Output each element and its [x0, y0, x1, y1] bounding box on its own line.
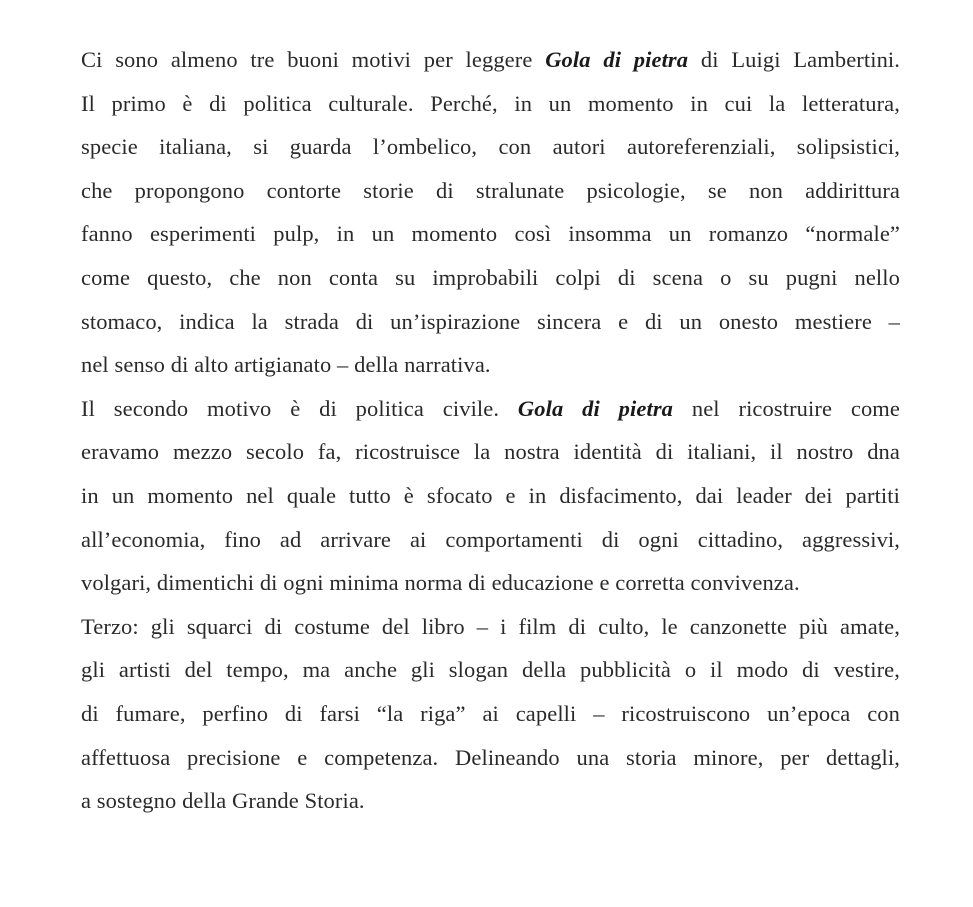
text-line: di fumare, perfino di farsi “la riga” ai capelli – ricostruiscono un’epoca con: [81, 700, 900, 726]
text-segment: nel ricostruire come: [673, 395, 900, 421]
text-line: [81, 38, 900, 82]
text-line: come questo, che non conta su improbabili colpi di scena o su pugni nello: [81, 264, 900, 290]
text-line: stomaco, indica la strada di un’ispirazione sincera e di un onesto mestiere –: [81, 308, 900, 334]
text-line: nel senso di alto artigianato – della narrativa.: [81, 352, 491, 378]
text-line: Terzo: gli squarci di costume del libro – i film di culto, le canzonette più amate,: [81, 613, 900, 639]
text-line: che propongono contorte storie di stralunate psicologie, se non addirittura: [81, 177, 900, 203]
text-line: affettuosa precisione e competenza. Delineando una storia minore, per dettagli,: [81, 744, 900, 770]
document-body: [81, 38, 900, 823]
text-line: Il primo è di politica culturale. Perché, in un momento in cui la letteratura,: [81, 90, 900, 116]
text-segment: di Luigi Lambertini.: [688, 47, 901, 72]
text-segment: Il secondo motivo è di politica civile.: [81, 395, 518, 421]
text-line: gli artisti del tempo, ma anche gli slogan della pubblicità o il modo di vestire,: [81, 657, 900, 683]
text-line: eravamo mezzo secolo fa, ricostruisce la nostra identità di italiani, il nostro dna: [81, 439, 900, 465]
text-line: specie italiana, si guarda l’ombelico, con autori autoreferenziali, solipsistici,: [81, 134, 900, 160]
text-line: [81, 387, 900, 431]
book-title: Gola di pietra: [545, 47, 689, 72]
text-segment: Ci sono almeno tre buoni motivi per leggere: [81, 47, 546, 72]
text-line: in un momento nel quale tutto è sfocato e in disfacimento, dai leader dei partiti: [81, 482, 900, 508]
text-line: volgari, dimentichi di ogni minima norma di educazione e corretta convivenza.: [81, 570, 800, 596]
text-line: fanno esperimenti pulp, in un momento così insomma un romanzo “normale”: [81, 221, 900, 247]
book-title: Gola di pietra: [517, 395, 674, 421]
text-line: all’economia, fino ad arrivare ai comportamenti di ogni cittadino, aggressivi,: [81, 526, 900, 552]
text-line: a sostegno della Grande Storia.: [81, 788, 365, 814]
